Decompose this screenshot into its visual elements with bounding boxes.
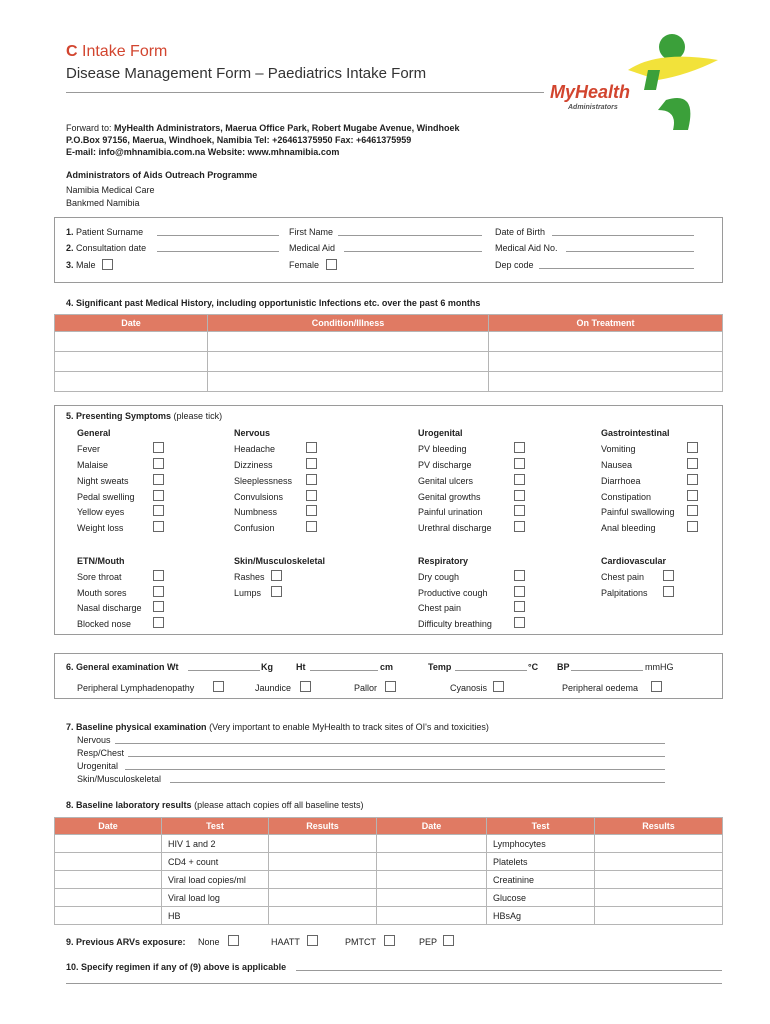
table-row	[55, 871, 723, 889]
lab-test: HIV 1 and 2	[162, 835, 269, 853]
symptom-label: Sore throat	[77, 572, 122, 582]
symptom-label: Fever	[77, 444, 101, 454]
jaundice-checkbox[interactable]	[300, 681, 311, 692]
symptom-label: Productive cough	[418, 588, 488, 598]
lab-test: Viral load copies/ml	[162, 871, 269, 889]
lab-title: 8. Baseline laboratory results (please attach copies off all baseline tests)	[66, 800, 364, 810]
aid-no-label: Medical Aid No.	[495, 243, 558, 253]
symptom-label: PV discharge	[418, 460, 472, 470]
programme-item: Namibia Medical Care	[66, 185, 155, 195]
table-row	[55, 907, 723, 925]
arv-label: PMTCT	[345, 937, 376, 947]
height-field[interactable]	[310, 670, 378, 671]
history-table	[54, 314, 723, 392]
female-checkbox[interactable]	[326, 259, 337, 270]
history-header: Date	[55, 315, 208, 332]
symptom-label: Chest pain	[601, 572, 645, 582]
table-row	[55, 332, 723, 352]
symptom-label: Nasal discharge	[77, 603, 142, 613]
first-name-field[interactable]	[338, 235, 482, 236]
lab-test: HB	[162, 907, 269, 925]
sleeplessness-checkbox[interactable]	[306, 474, 317, 485]
constipation-checkbox[interactable]	[687, 490, 698, 501]
symptom-label: Malaise	[77, 460, 109, 470]
programme-title: Administrators of Aids Outreach Programme	[66, 170, 258, 180]
symptom-label: Blocked nose	[77, 619, 132, 629]
dizziness-checkbox[interactable]	[306, 458, 317, 469]
logo-text: MyHealth	[550, 82, 631, 102]
yellow-eyes-checkbox[interactable]	[153, 505, 164, 516]
none-checkbox[interactable]	[228, 935, 239, 946]
symptom-label: Painful swallowing	[601, 507, 675, 517]
dry-cough-checkbox[interactable]	[514, 570, 525, 581]
patient-box	[54, 217, 723, 283]
nervous-field[interactable]	[115, 743, 665, 744]
baseline-item: Nervous	[77, 735, 111, 745]
weight-loss-checkbox[interactable]	[153, 521, 164, 532]
table-row	[55, 853, 723, 871]
symptom-label: Painful urination	[418, 507, 483, 517]
lab-header: Date	[55, 818, 162, 835]
pedal-swelling-checkbox[interactable]	[153, 490, 164, 501]
arv-label: None	[198, 937, 220, 947]
pmtct-checkbox[interactable]	[384, 935, 395, 946]
convulsions-checkbox[interactable]	[306, 490, 317, 501]
mouth-sores-checkbox[interactable]	[153, 586, 164, 597]
sore-throat-checkbox[interactable]	[153, 570, 164, 581]
dob-field[interactable]	[552, 235, 694, 236]
vomiting-checkbox[interactable]	[687, 442, 698, 453]
exam-item-label: Jaundice	[255, 683, 292, 693]
symptom-label: Headache	[234, 444, 276, 454]
symptom-label: Sleeplessness	[234, 476, 293, 486]
exam-item-label: Cyanosis	[450, 683, 488, 693]
aid-no-field[interactable]	[566, 251, 694, 252]
mmhg-label: mmHG	[645, 662, 674, 672]
cyanosis-checkbox[interactable]	[493, 681, 504, 692]
table-row	[55, 372, 723, 392]
symptom-label: Nausea	[601, 460, 633, 470]
celsius-label: °C	[528, 662, 539, 672]
lab-test: Platelets	[487, 853, 595, 871]
urogenital-heading: Urogenital	[418, 428, 463, 438]
dob-label: Date of Birth	[495, 227, 546, 237]
pallor-checkbox[interactable]	[385, 681, 396, 692]
symptom-label: Dry cough	[418, 572, 460, 582]
pv-discharge-checkbox[interactable]	[514, 458, 525, 469]
pv-bleeding-checkbox[interactable]	[514, 442, 525, 453]
numbness-checkbox[interactable]	[306, 505, 317, 516]
arv-label: HAATT	[271, 937, 300, 947]
difficulty-breathing-checkbox[interactable]	[514, 617, 525, 628]
pep-checkbox[interactable]	[443, 935, 454, 946]
symptom-label: Genital ulcers	[418, 476, 474, 486]
urethral-discharge-checkbox[interactable]	[514, 521, 525, 532]
genital-ulcers-checkbox[interactable]	[514, 474, 525, 485]
symptom-label: Palpitations	[601, 588, 648, 598]
symptom-label: Weight loss	[77, 523, 124, 533]
anal-bleeding-checkbox[interactable]	[687, 521, 698, 532]
painful-swallowing-checkbox[interactable]	[687, 505, 698, 516]
lab-test: Viral load log	[162, 889, 269, 907]
productive-cough-checkbox[interactable]	[514, 586, 525, 597]
temp-label: Temp	[428, 662, 452, 672]
baseline-item: Skin/Musculoskeletal	[77, 774, 162, 784]
bp-label: BP	[557, 662, 570, 672]
blocked-nose-checkbox[interactable]	[153, 617, 164, 628]
symptom-label: Yellow eyes	[77, 507, 125, 517]
exam-item-label: Peripheral oedema	[562, 683, 639, 693]
exam-title: 6. General examination Wt	[66, 662, 179, 672]
headache-checkbox[interactable]	[306, 442, 317, 453]
lab-test: CD4 + count	[162, 853, 269, 871]
lab-header: Results	[595, 818, 723, 835]
symptom-label: PV bleeding	[418, 444, 467, 454]
etn-heading: ETN/Mouth	[77, 556, 125, 566]
weight-field[interactable]	[188, 670, 260, 671]
consult-label: 2. Consultation date	[66, 243, 147, 253]
baseline-item: Resp/Chest	[77, 748, 125, 758]
page-title: Disease Management Form – Paediatrics Intake Form	[66, 65, 427, 82]
nasal-discharge-checkbox[interactable]	[153, 601, 164, 612]
c-icon: C	[66, 43, 78, 60]
arv-title: 9. Previous ARVs exposure:	[66, 937, 186, 947]
male-checkbox[interactable]	[102, 259, 113, 270]
lab-table	[54, 817, 723, 925]
exam-item-label: Peripheral Lymphadenopathy	[77, 683, 195, 693]
confusion-checkbox[interactable]	[306, 521, 317, 532]
baseline-title: 7. Baseline physical examination (Very important to enable MyHealth to track sites of OI's and toxicities)	[66, 722, 489, 732]
baseline-item: Urogenital	[77, 761, 119, 771]
myhealth-logo-icon	[548, 30, 718, 130]
history-header: Condition/Illness	[208, 315, 489, 332]
painful-urination-checkbox[interactable]	[514, 505, 525, 516]
nausea-checkbox[interactable]	[687, 458, 698, 469]
ht-label: Ht	[296, 662, 306, 672]
symptom-label: Mouth sores	[77, 588, 127, 598]
lab-header: Results	[269, 818, 377, 835]
nervous-heading: Nervous	[234, 428, 271, 438]
bp-field[interactable]	[571, 670, 643, 671]
symptom-label: Anal bleeding	[601, 523, 656, 533]
female-label: Female	[289, 260, 320, 270]
address-line1: Forward to: MyHealth Administrators, Maerua Office Park, Robert Mugabe Avenue, Windhoek	[66, 123, 460, 133]
haatt-checkbox[interactable]	[307, 935, 318, 946]
regimen-title: 10. Specify regimen if any of (9) above is applicable	[66, 962, 287, 972]
lymphadenopathy-checkbox[interactable]	[213, 681, 224, 692]
history-header: On Treatment	[489, 315, 723, 332]
logo	[548, 30, 718, 130]
oedema-checkbox[interactable]	[651, 681, 662, 692]
arv-label: PEP	[419, 937, 438, 947]
palpitations-checkbox[interactable]	[663, 586, 674, 597]
cardio-heading: Cardiovascular	[601, 556, 667, 566]
aid-field[interactable]	[344, 251, 482, 252]
resp-heading: Respiratory	[418, 556, 469, 566]
first-name-label: First Name	[289, 227, 334, 237]
cm-label: cm	[380, 662, 394, 672]
symptom-label: Confusion	[234, 523, 275, 533]
lumps-checkbox[interactable]	[271, 586, 282, 597]
symptom-label: Constipation	[601, 492, 652, 502]
logo-sub: Administrators	[568, 104, 618, 111]
resp-field[interactable]	[128, 756, 665, 757]
malaise-checkbox[interactable]	[153, 458, 164, 469]
fever-checkbox[interactable]	[153, 442, 164, 453]
symptom-label: Numbness	[234, 507, 278, 517]
symptom-label: Pedal swelling	[77, 492, 135, 502]
exam-item-label: Pallor	[354, 683, 378, 693]
cardio-chest-pain-checkbox[interactable]	[663, 570, 674, 581]
diarrhoea-checkbox[interactable]	[687, 474, 698, 485]
address-line2: P.O.Box 97156, Maerua, Windhoek, Namibia Tel: +26461375950 Fax: +6461375959	[66, 135, 412, 145]
gastro-heading: Gastrointestinal	[601, 428, 670, 438]
male-label: 3. Male	[66, 260, 96, 270]
symptoms-title: 5. Presenting Symptoms (please tick)	[66, 411, 223, 421]
table-row	[55, 835, 723, 853]
temp-field[interactable]	[455, 670, 527, 671]
lab-test: HBsAg	[487, 907, 595, 925]
urogenital-field[interactable]	[125, 769, 665, 770]
symptom-label: Difficulty breathing	[418, 619, 492, 629]
table-row	[55, 352, 723, 372]
skin-heading: Skin/Musculoskeletal	[234, 556, 326, 566]
symptom-label: Lumps	[234, 588, 262, 598]
symptom-label: Convulsions	[234, 492, 284, 502]
consult-field[interactable]	[157, 251, 279, 252]
symptom-label: Chest pain	[418, 603, 462, 613]
regimen-field[interactable]	[296, 970, 722, 971]
symptom-label: Dizziness	[234, 460, 273, 470]
form-label: C Intake Form	[66, 43, 168, 60]
symptom-label: Diarrhoea	[601, 476, 641, 486]
symptom-label: Urethral discharge	[418, 523, 492, 533]
symptom-label: Genital growths	[418, 492, 481, 502]
symptom-label: Rashes	[234, 572, 265, 582]
lab-header: Test	[162, 818, 269, 835]
lab-test: Glucose	[487, 889, 595, 907]
rashes-checkbox[interactable]	[271, 570, 282, 581]
surname-label: 1. Patient Surname	[66, 227, 144, 237]
address-line3: E-mail: info@mhnamibia.com.na Website: www.mhnamibia.com	[66, 147, 340, 157]
dep-code-label: Dep code	[495, 260, 534, 270]
chest-pain-checkbox[interactable]	[514, 601, 525, 612]
dep-code-field[interactable]	[539, 268, 694, 269]
genital-growths-checkbox[interactable]	[514, 490, 525, 501]
programme-item: Bankmed Namibia	[66, 198, 140, 208]
symptom-label: Vomiting	[601, 444, 636, 454]
table-row	[55, 889, 723, 907]
skin-field[interactable]	[170, 782, 665, 783]
general-heading: General	[77, 428, 111, 438]
regimen-field-2[interactable]	[66, 983, 722, 984]
symptom-label: Night sweats	[77, 476, 129, 486]
lab-test: Lymphocytes	[487, 835, 595, 853]
surname-field[interactable]	[157, 235, 279, 236]
title-rule	[66, 92, 544, 93]
lab-test: Creatinine	[487, 871, 595, 889]
history-title: 4. Significant past Medical History, including opportunistic Infections etc. over the past 6 months	[66, 298, 481, 308]
kg-label: Kg	[261, 662, 273, 672]
lab-header: Test	[487, 818, 595, 835]
aid-label: Medical Aid	[289, 243, 336, 253]
lab-header: Date	[377, 818, 487, 835]
night-sweats-checkbox[interactable]	[153, 474, 164, 485]
